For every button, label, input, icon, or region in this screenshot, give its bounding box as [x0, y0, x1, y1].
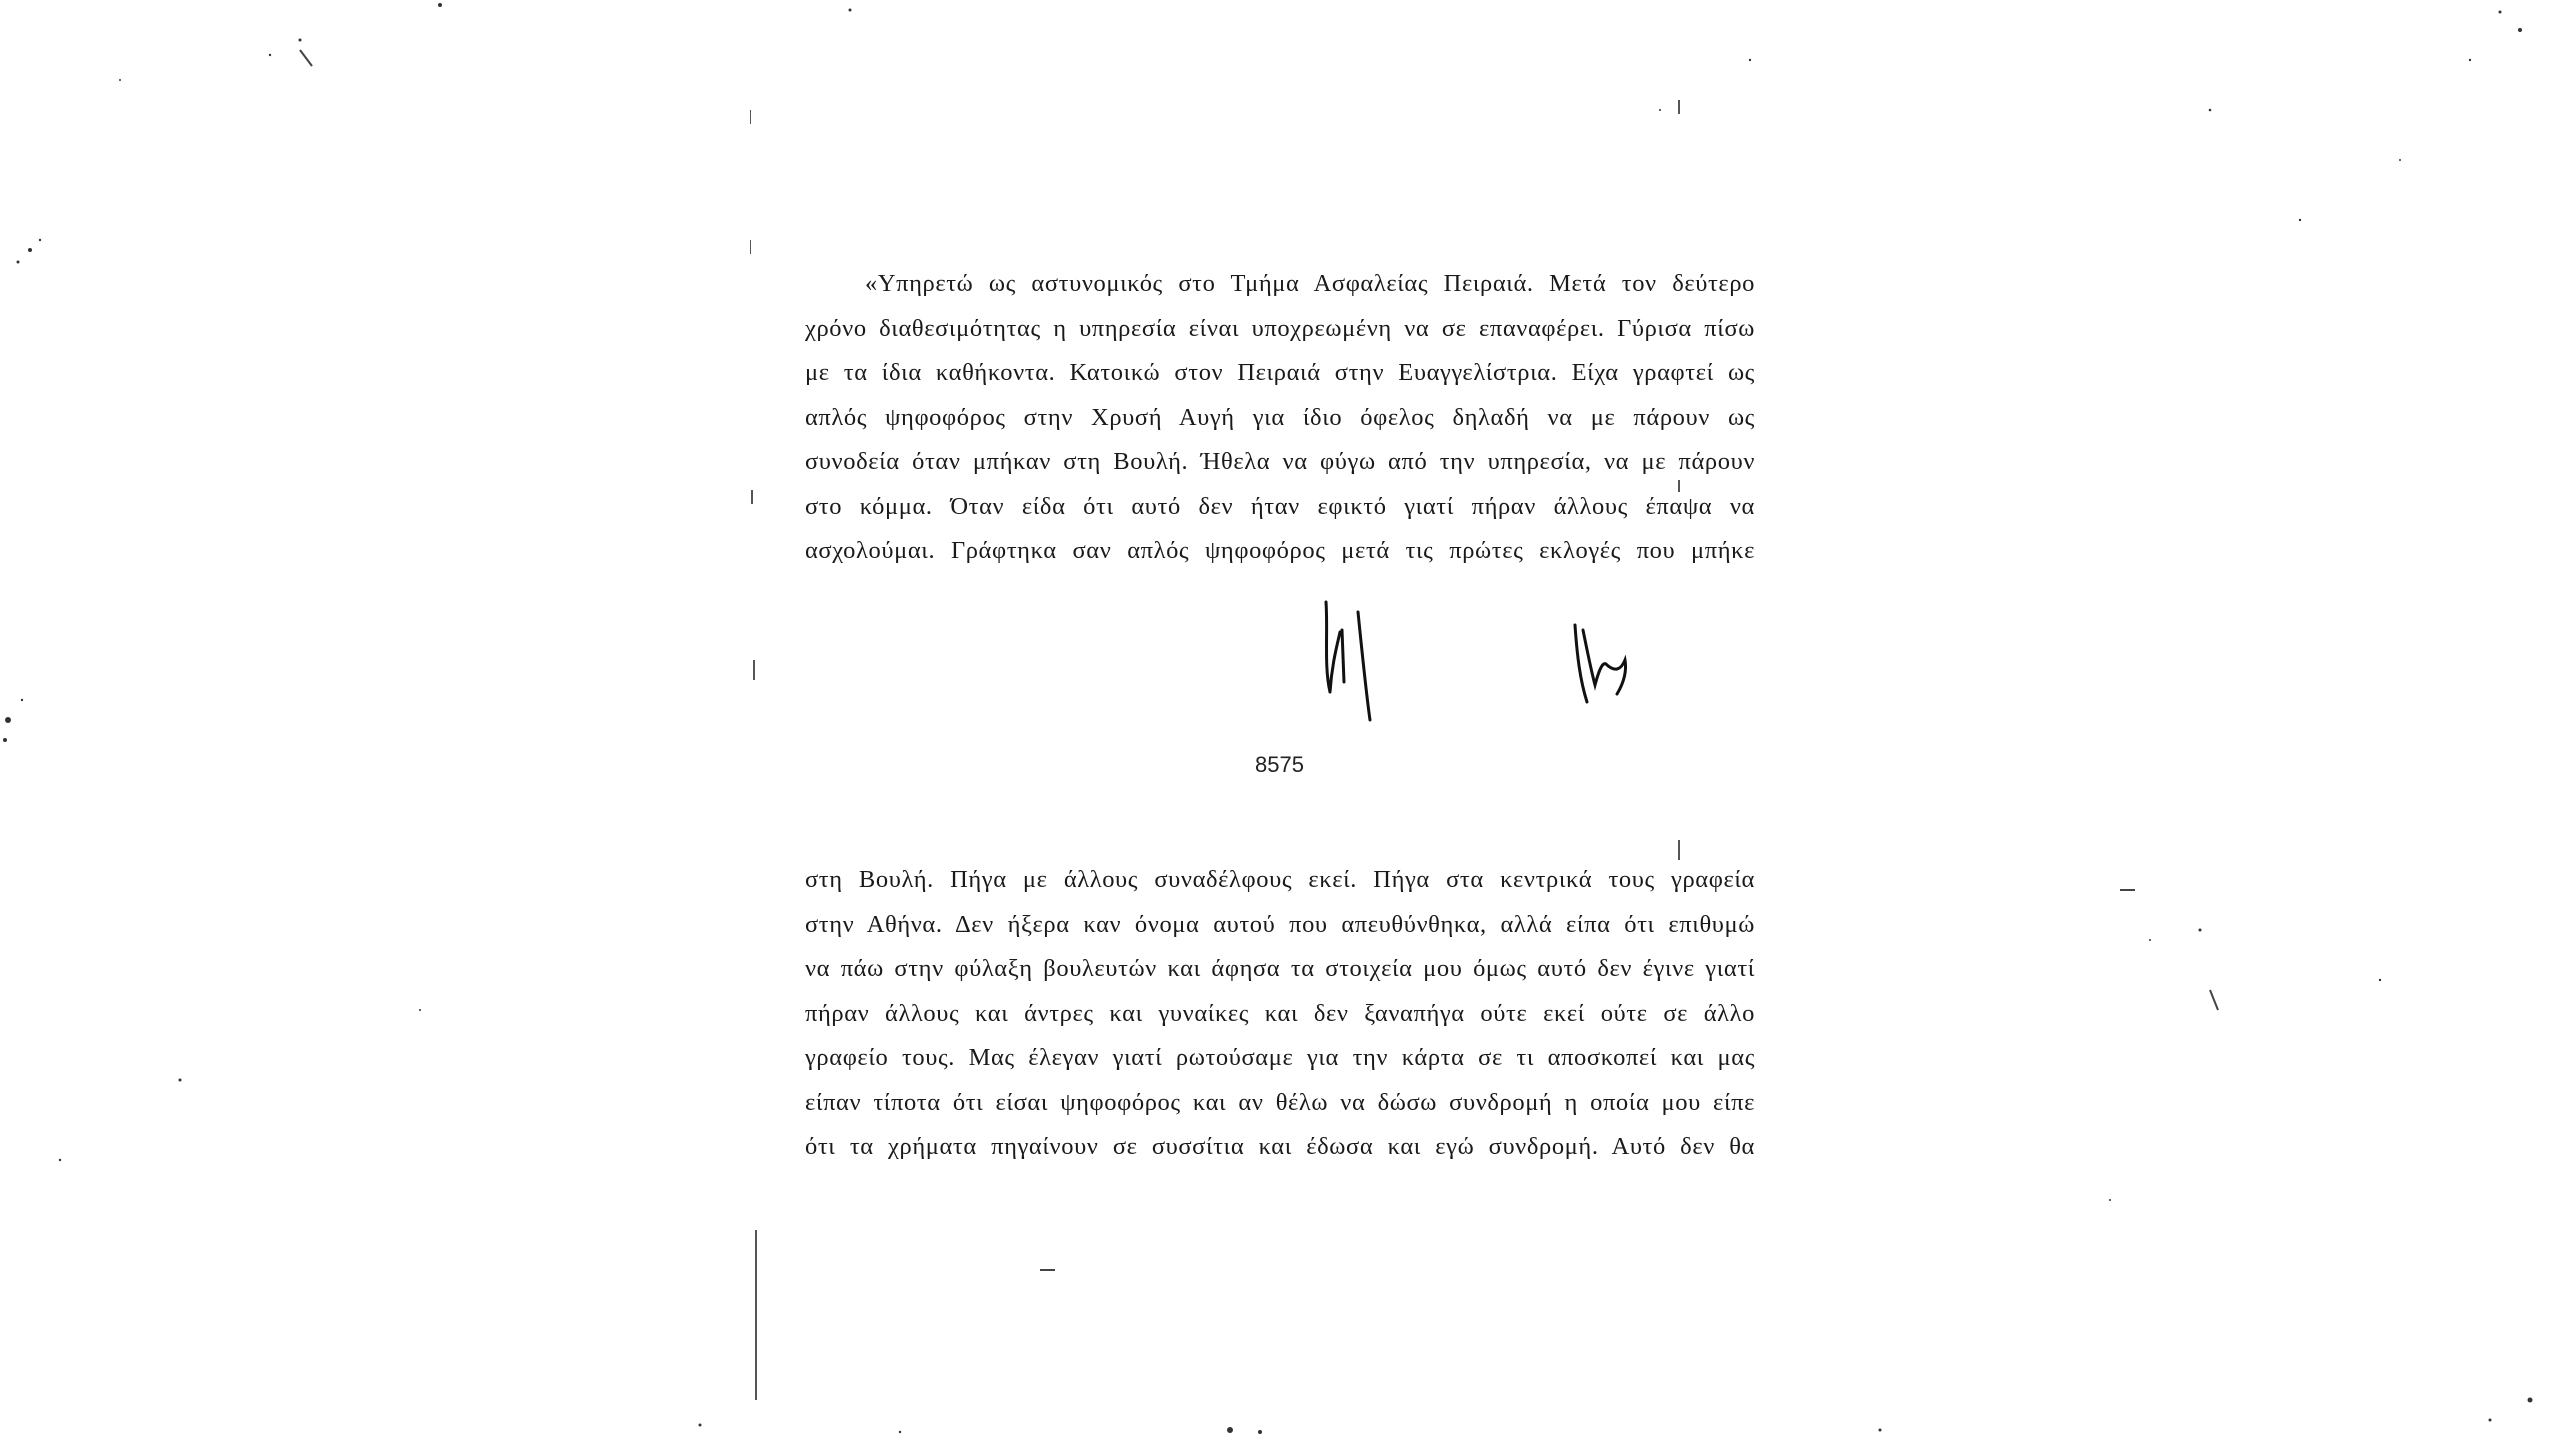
text-line: να πάω στην φύλαξη βουλευτών και άφησα τα στοιχεία μου όμως αυτό δεν έγινε γιατί — [805, 955, 1755, 982]
text-line: στην Αθήνα. Δεν ήξερα καν όνομα αυτού που απευθύνθηκα, αλλά είπα ότι επιθυμώ — [805, 910, 1755, 938]
handwritten-signature-left — [1318, 572, 1388, 722]
text-line: χρόνο διαθεσιμότητας η υπηρεσία είναι υποχρεωμένη να σε επαναφέρει. Γύρισα πίσω — [805, 314, 1755, 342]
text-line: ότι τα χρήματα πηγαίνουν σε συσσίτια και έδωσα και εγώ συνδρομή. Αυτό δεν θα — [805, 1133, 1755, 1160]
text-line: απλός ψηφοφόρος στην Χρυσή Αυγή για ίδιο όφελος δηλαδή να με πάρουν ως — [805, 403, 1755, 431]
text-line: πήραν άλλους και άντρες και γυναίκες και δεν ξαναπήγα ούτε εκεί ούτε σε άλλο — [805, 999, 1755, 1027]
text-block-top — [805, 262, 1755, 574]
text-line: ασχολούμαι. Γράφτηκα σαν απλός ψηφοφόρος μετά τις πρώτες εκλογές που μπήκε — [805, 537, 1755, 564]
text-line: γραφείο τους. Μας έλεγαν γιατί ρωτούσαμε για την κάρτα σε τι αποσκοπεί και μας — [805, 1044, 1755, 1071]
handwritten-signature-right — [1565, 610, 1645, 710]
text-line: στη Βουλή. Πήγα με άλλους συναδέλφους εκεί. Πήγα στα κεντρικά τους γραφεία — [805, 866, 1755, 893]
text-line: συνοδεία όταν μπήκαν στη Βουλή. Ήθελα να φύγω από την υπηρεσία, να με πάρουν — [805, 448, 1755, 475]
text-block-bottom — [805, 858, 1755, 1170]
text-line: στο κόμμα. Όταν είδα ότι αυτό δεν ήταν εφικτό γιατί πήραν άλλους έπαψα να — [805, 492, 1755, 520]
text-line: είπαν τίποτα ότι είσαι ψηφοφόρος και αν θέλω να δώσω συνδρομή η οποία μου είπε — [805, 1088, 1755, 1116]
text-line: «Υπηρετώ ως αστυνομικός στο Τμήμα Ασφαλείας Πειραιά. Μετά τον δεύτερο — [865, 270, 1755, 297]
text-line: με τα ίδια καθήκοντα. Κατοικώ στον Πειραιά στην Ευαγγελίστρια. Είχα γραφτεί ως — [805, 359, 1755, 386]
page-number: 8575 — [1255, 752, 1304, 777]
